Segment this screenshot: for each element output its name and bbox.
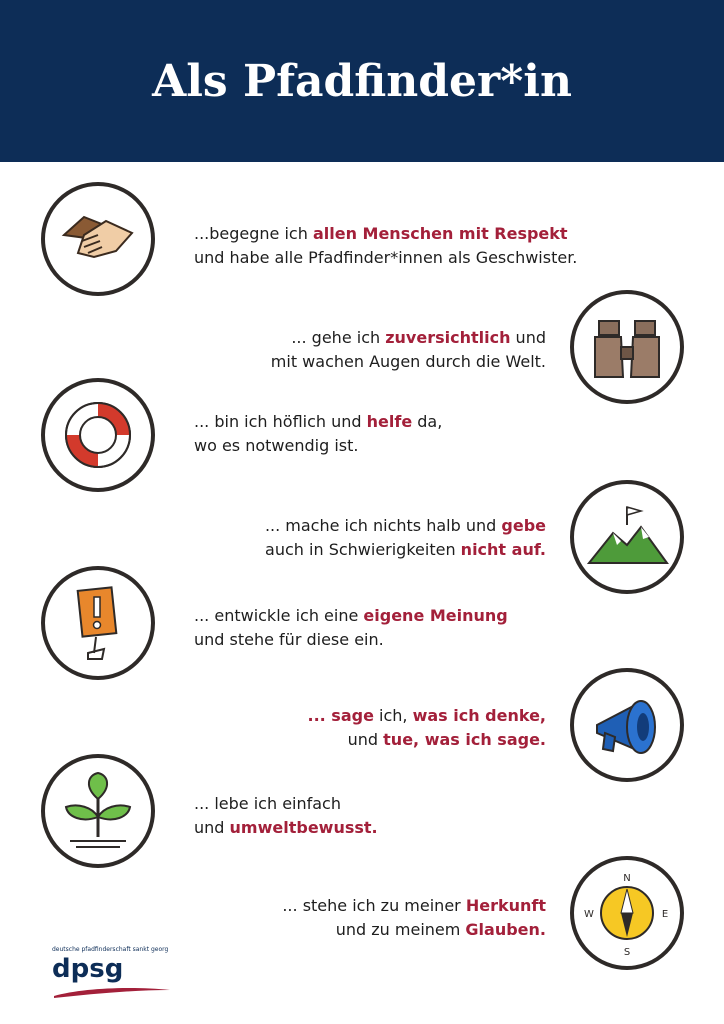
header-banner — [0, 0, 724, 162]
item-line: ... mache ich nichts halb und gebe — [264, 516, 546, 535]
item-line: ... stehe ich zu meiner Herkunft — [282, 896, 546, 915]
item-text-8 — [282, 894, 546, 942]
handshake-circle — [41, 182, 155, 296]
logo-swoosh-icon — [52, 986, 172, 1000]
exclamation-circle — [41, 566, 155, 680]
item-line: ... gehe ich zuversichtlich und — [291, 328, 546, 347]
logo-word: dpsg — [52, 954, 124, 984]
lifebuoy-circle — [41, 378, 155, 492]
item-text-5 — [194, 604, 508, 652]
exclamation-sign-icon — [54, 579, 142, 667]
megaphone-icon — [583, 681, 671, 769]
item-line: ... lebe ich einfach — [194, 794, 341, 813]
mountain-circle — [570, 480, 684, 594]
item-text-1 — [194, 222, 577, 270]
item-text-3 — [194, 410, 442, 458]
item-text-6 — [307, 704, 546, 752]
megaphone-circle — [570, 668, 684, 782]
compass-south: S — [623, 947, 631, 957]
item-line: mit wachen Augen durch die Welt. — [270, 352, 546, 371]
item-line: und zu meinem Glauben. — [335, 920, 546, 939]
item-line: wo es notwendig ist. — [194, 436, 359, 455]
lifebuoy-icon — [54, 391, 142, 479]
plant-circle — [41, 754, 155, 868]
item-line: ... bin ich höflich und helfe da, — [194, 412, 443, 431]
item-line: und habe alle Pfadfinder*innen als Geschwister. — [194, 248, 578, 267]
compass-icon — [583, 869, 671, 957]
binoculars-circle — [570, 290, 684, 404]
item-line: und umweltbewusst. — [194, 818, 378, 837]
item-line: ...begegne ich allen Menschen mit Respekt — [194, 224, 568, 243]
compass-west: W — [584, 909, 594, 920]
binoculars-icon — [583, 303, 671, 391]
item-text-4 — [265, 514, 546, 562]
item-line: auch in Schwierigkeiten nicht auf. — [265, 540, 546, 559]
item-line: ... entwickle ich eine eigene Meinung — [194, 606, 508, 625]
page-title: Als Pfadfinder*in — [152, 56, 572, 107]
plant-icon — [54, 767, 142, 855]
compass-north: N — [623, 873, 631, 884]
handshake-icon — [54, 195, 142, 283]
item-text-7 — [194, 792, 378, 840]
dpsg-logo — [52, 946, 172, 1006]
item-text-2 — [271, 326, 546, 374]
item-line: und stehe für diese ein. — [194, 630, 384, 649]
mountain-flag-icon — [583, 493, 671, 581]
item-line: und tue, was ich sage. — [347, 730, 546, 749]
compass-east: E — [661, 909, 669, 920]
item-line: ... sage ich, was ich denke, — [307, 706, 546, 725]
compass-circle — [570, 856, 684, 970]
logo-tagline: deutsche pfadfinderschaft sankt georg — [52, 946, 169, 953]
